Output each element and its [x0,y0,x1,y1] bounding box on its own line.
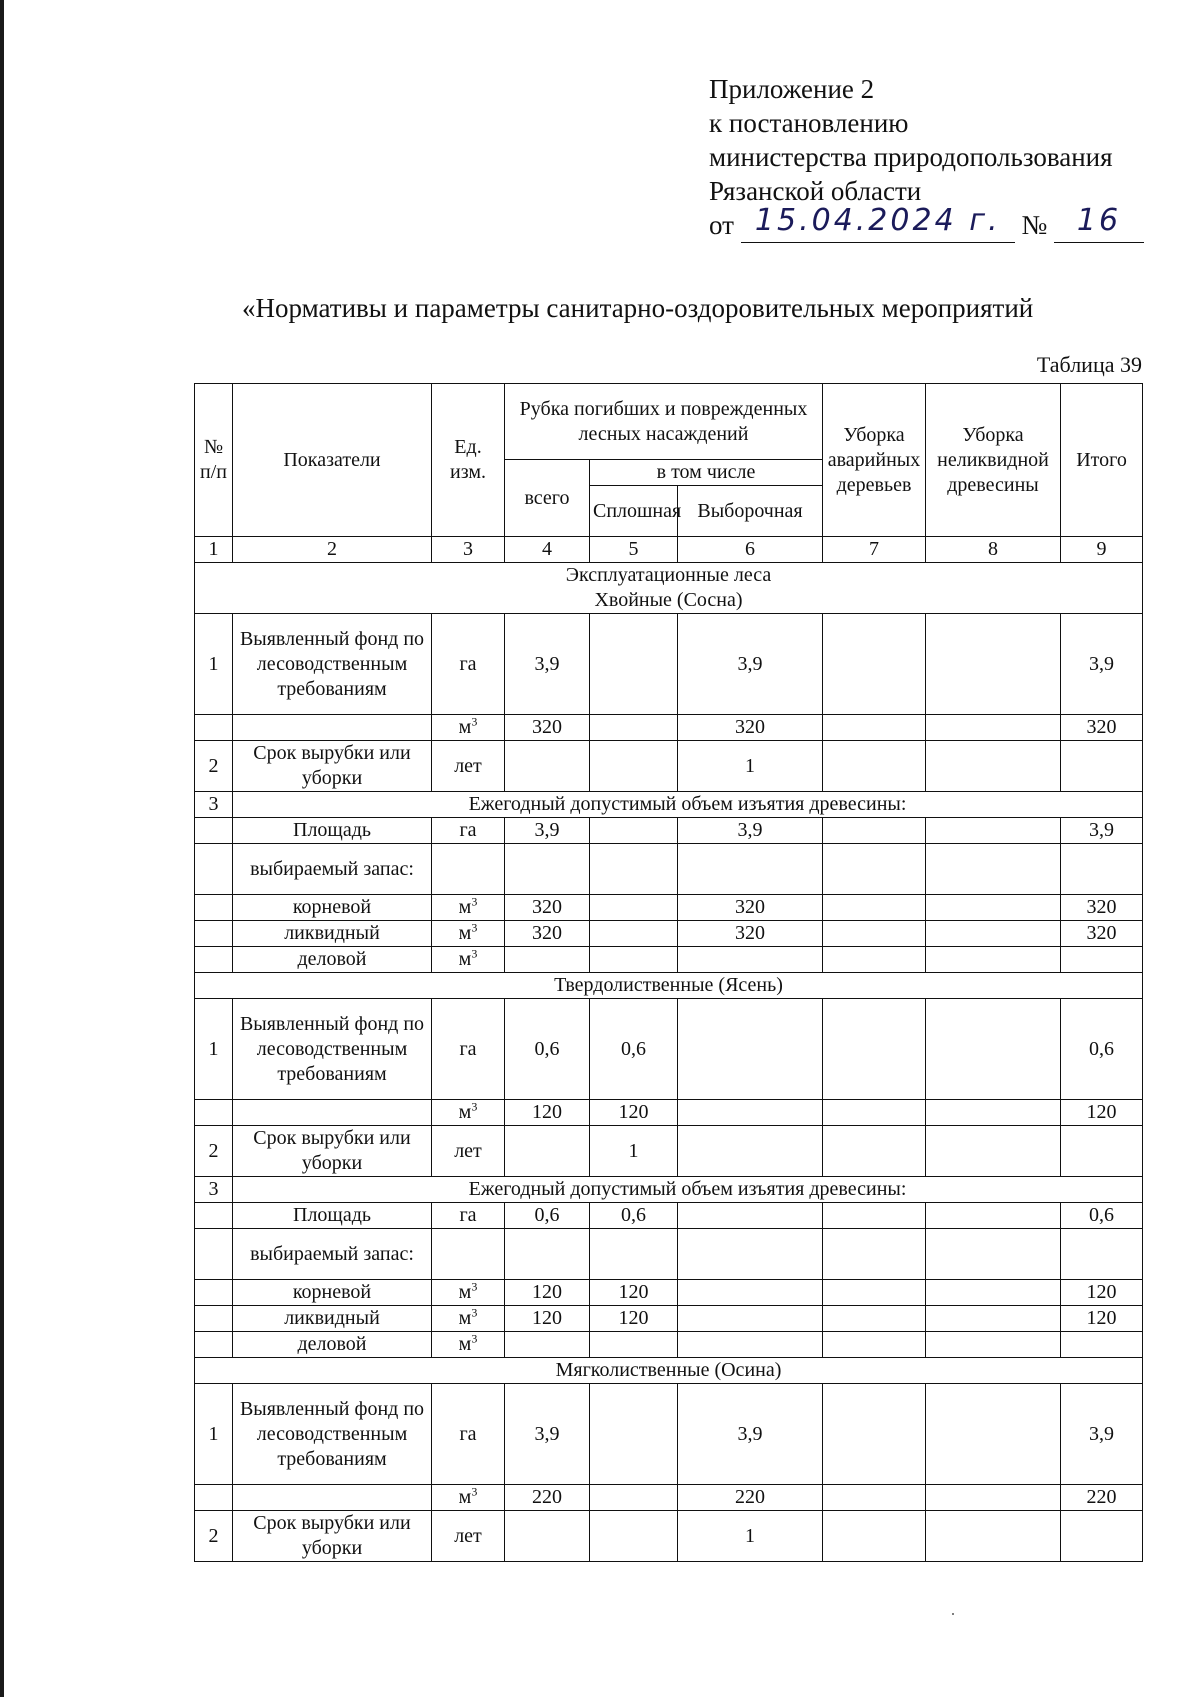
row-unit: лет [432,741,505,792]
cell-empty [823,1203,926,1229]
row-unit: лет [432,1126,505,1177]
cell-empty [505,1511,590,1562]
cell-empty [1061,1511,1143,1562]
cell-empty [195,1100,233,1126]
col-number: 7 [823,537,926,563]
table-row [195,1511,1143,1562]
cell-selective: 320 [678,895,823,921]
cell-empty [590,1384,678,1485]
cell-empty [1061,844,1143,895]
norms-table [194,383,1143,1562]
cell-empty [926,844,1061,895]
cell-empty [432,844,505,895]
col-num: № п/п [195,384,233,537]
cell-empty [233,1485,432,1511]
cell-empty [590,715,678,741]
cell-empty [590,844,678,895]
header-line: Рязанской области [709,176,922,206]
row-unit [432,921,505,947]
cell-empty [590,1485,678,1511]
cell-clear: 120 [590,1306,678,1332]
cell-empty [926,895,1061,921]
cell-sum: 320 [1061,921,1143,947]
col-including: в том числе [590,460,823,486]
header-line: к постановлению [709,108,909,138]
cell-empty [926,999,1061,1100]
table-row [195,1100,1143,1126]
cell-empty [195,715,233,741]
table-caption: Таблица 39 [1036,352,1142,377]
cell-empty [590,1229,678,1280]
table-row [195,999,1143,1100]
cell-empty [926,1280,1061,1306]
cell-empty [926,1203,1061,1229]
row-unit [432,1485,505,1511]
cell-empty [926,921,1061,947]
unit-sup: 3 [471,1331,478,1346]
unit-sup: 3 [471,1099,478,1114]
cell-total: 320 [505,921,590,947]
cell-empty [590,1332,678,1358]
table-row [195,1229,1143,1280]
col-selective: Выборочная [678,486,823,537]
table-row [195,895,1143,921]
cell-empty [1061,1229,1143,1280]
table-row [195,715,1143,741]
cell-empty [678,1203,823,1229]
cell-empty [823,1332,926,1358]
cell-clear: 1 [590,1126,678,1177]
col-windfall: Уборка аварийных деревьев [823,384,926,537]
document-title: «Нормативы и параметры санитарно-оздоровительных мероприятий [242,293,1034,323]
cell-selective: 3,9 [678,818,823,844]
cell-empty [678,1306,823,1332]
section-aspen: Мягколиственные (Осина) [195,1358,1143,1384]
cell-empty [823,1229,926,1280]
row-unit: га [432,1203,505,1229]
cell-empty [926,1511,1061,1562]
number-sign: № [1021,210,1048,240]
cell-empty [195,1332,233,1358]
cell-empty [505,844,590,895]
col-clear: Сплошная [590,486,678,537]
row-num: 2 [195,1126,233,1177]
cell-empty [823,921,926,947]
row-label: Площадь [233,818,432,844]
cell-empty [823,715,926,741]
table-row [195,1332,1143,1358]
col-felling: Рубка погибших и поврежденных лесных насаждений [505,384,823,460]
table-row [195,741,1143,792]
cell-total: 120 [505,1280,590,1306]
cell-empty [823,1280,926,1306]
cell-empty [823,1126,926,1177]
row-unit [432,947,505,973]
cell-empty [926,741,1061,792]
row-label: Площадь [233,1203,432,1229]
cell-selective: 1 [678,741,823,792]
col-illiquid: Уборка неликвидной древесины [926,384,1061,537]
cell-empty [926,1100,1061,1126]
cell-empty [505,1332,590,1358]
cell-empty [678,947,823,973]
row-label: Выявленный фонд по лесоводственным требованиям [233,614,432,715]
cell-empty [590,921,678,947]
row-num: 1 [195,1384,233,1485]
cell-empty [678,1332,823,1358]
col-number: 3 [432,537,505,563]
cell-empty [195,1280,233,1306]
cell-empty [823,741,926,792]
cell-sum: 3,9 [1061,1384,1143,1485]
cell-sum: 120 [1061,1100,1143,1126]
col-indicator: Показатели [233,384,432,537]
table-row [195,1203,1143,1229]
cell-sum: 120 [1061,1280,1143,1306]
section-exploitation: Эксплуатационные леса [565,564,772,586]
unit-sup: 3 [471,894,478,909]
section-ash: Твердолиственные (Ясень) [195,973,1143,999]
unit-m: м [458,716,472,738]
row-num: 3 [195,792,233,818]
table-row [195,1306,1143,1332]
cell-selective: 320 [678,715,823,741]
scan-speck [952,1613,954,1615]
cell-empty [823,818,926,844]
cell-empty [195,818,233,844]
cell-clear: 0,6 [590,999,678,1100]
col-unit: Ед. изм. [432,384,505,537]
row-unit: га [432,614,505,715]
col-number: 2 [233,537,432,563]
cell-empty [195,947,233,973]
cell-empty [678,999,823,1100]
unit-sup: 3 [471,1279,478,1294]
row-label: корневой [233,895,432,921]
cell-empty [590,1511,678,1562]
cell-clear: 0,6 [590,1203,678,1229]
cell-selective: 320 [678,921,823,947]
cell-empty [1061,947,1143,973]
number-field [1054,203,1144,243]
cell-empty [823,1306,926,1332]
unit-sup: 3 [471,714,478,729]
row-label: Срок вырубки или уборки [233,741,432,792]
col-number: 8 [926,537,1061,563]
row-label: ликвидный [233,1306,432,1332]
row-label: Ежегодный допустимый объем изъятия древесины: [233,1177,1143,1203]
row-label: Срок вырубки или уборки [233,1511,432,1562]
unit-m: м [458,922,472,944]
cell-empty [926,1485,1061,1511]
unit-m: м [458,1486,472,1508]
cell-empty [926,614,1061,715]
header-line: Приложение 2 [709,74,875,104]
table-row [195,1280,1143,1306]
cell-empty [926,715,1061,741]
col-number: 5 [590,537,678,563]
cell-clear: 120 [590,1100,678,1126]
cell-sum: 220 [1061,1485,1143,1511]
appendix-header [709,72,1144,243]
row-num: 2 [195,741,233,792]
cell-empty [926,1332,1061,1358]
table-row [195,1126,1143,1177]
cell-total: 320 [505,895,590,921]
cell-empty [678,1280,823,1306]
cell-empty [590,947,678,973]
cell-empty [1061,741,1143,792]
cell-empty [195,1306,233,1332]
unit-sup: 3 [471,1305,478,1320]
cell-empty [233,715,432,741]
cell-empty [823,614,926,715]
number-handwritten: 16 [1076,203,1122,238]
row-unit [432,1306,505,1332]
cell-empty [505,1126,590,1177]
cell-empty [505,741,590,792]
table-row [195,614,1143,715]
cell-total: 3,9 [505,818,590,844]
table-head-row [195,384,1143,460]
cell-empty [926,818,1061,844]
cell-total: 320 [505,715,590,741]
cell-empty [823,844,926,895]
cell-empty [1061,1332,1143,1358]
cell-empty [823,1485,926,1511]
cell-empty [233,1100,432,1126]
cell-sum: 320 [1061,895,1143,921]
row-label: выбираемый запас: [233,1229,432,1280]
cell-empty [823,1100,926,1126]
cell-selective: 1 [678,1511,823,1562]
col-total: всего [505,460,590,537]
cell-total: 120 [505,1100,590,1126]
cell-empty [823,1384,926,1485]
row-num: 3 [195,1177,233,1203]
cell-empty [590,895,678,921]
cell-empty [1061,1126,1143,1177]
cell-total: 0,6 [505,1203,590,1229]
unit-sup: 3 [471,946,478,961]
row-label: деловой [233,1332,432,1358]
cell-sum: 120 [1061,1306,1143,1332]
row-num: 2 [195,1511,233,1562]
unit-m: м [458,948,472,970]
cell-total: 120 [505,1306,590,1332]
cell-total: 3,9 [505,614,590,715]
cell-empty [195,1485,233,1511]
cell-total: 0,6 [505,999,590,1100]
row-unit: га [432,818,505,844]
row-label: корневой [233,1280,432,1306]
cell-empty [823,999,926,1100]
cell-total: 220 [505,1485,590,1511]
table-row [195,792,1143,818]
unit-m: м [458,1101,472,1123]
row-label: Срок вырубки или уборки [233,1126,432,1177]
cell-empty [678,1100,823,1126]
unit-m: м [458,896,472,918]
col-sum: Итого [1061,384,1143,537]
row-unit [432,895,505,921]
col-number: 6 [678,537,823,563]
cell-empty [505,1229,590,1280]
row-unit: га [432,999,505,1100]
section-heading [195,563,1143,614]
cell-empty [590,614,678,715]
cell-total: 3,9 [505,1384,590,1485]
row-num: 1 [195,614,233,715]
cell-sum: 0,6 [1061,1203,1143,1229]
table-row [195,818,1143,844]
table-row [195,1384,1143,1485]
cell-empty [823,1511,926,1562]
row-unit [432,1100,505,1126]
section-row [195,563,1143,614]
table-row [195,1485,1143,1511]
unit-m: м [458,1333,472,1355]
cell-sum: 3,9 [1061,818,1143,844]
section-pine: Хвойные (Сосна) [594,589,743,611]
unit-sup: 3 [471,920,478,935]
row-label: деловой [233,947,432,973]
cell-empty [926,1126,1061,1177]
cell-sum: 3,9 [1061,614,1143,715]
cell-selective: 3,9 [678,1384,823,1485]
cell-sum: 320 [1061,715,1143,741]
cell-sum: 0,6 [1061,999,1143,1100]
date-handwritten: 15.04.2024 г. [754,203,1001,238]
cell-empty [195,1203,233,1229]
header-line: министерства природопользования [709,142,1113,172]
cell-selective: 220 [678,1485,823,1511]
table-row [195,947,1143,973]
row-label: выбираемый запас: [233,844,432,895]
cell-empty [195,1229,233,1280]
unit-m: м [458,1281,472,1303]
row-label: Ежегодный допустимый объем изъятия древесины: [233,792,1143,818]
cell-empty [926,1306,1061,1332]
cell-empty [432,1229,505,1280]
col-number: 4 [505,537,590,563]
table-row [195,921,1143,947]
cell-empty [823,947,926,973]
cell-empty [590,741,678,792]
section-row [195,973,1143,999]
row-unit [432,1280,505,1306]
row-label: ликвидный [233,921,432,947]
cell-empty [823,895,926,921]
cell-empty [926,947,1061,973]
scan-edge [0,0,4,1697]
section-row [195,1358,1143,1384]
row-unit: га [432,1384,505,1485]
cell-empty [195,895,233,921]
unit-sup: 3 [471,1484,478,1499]
row-label: Выявленный фонд по лесоводственным требованиям [233,999,432,1100]
cell-empty [590,818,678,844]
row-unit [432,1332,505,1358]
cell-empty [195,921,233,947]
cell-empty [678,844,823,895]
row-unit: лет [432,1511,505,1562]
table-row [195,1177,1143,1203]
col-number: 1 [195,537,233,563]
cell-selective: 3,9 [678,614,823,715]
cell-empty [678,1126,823,1177]
cell-clear: 120 [590,1280,678,1306]
cell-empty [195,844,233,895]
table-row [195,844,1143,895]
unit-m: м [458,1307,472,1329]
row-num: 1 [195,999,233,1100]
column-number-row [195,537,1143,563]
cell-empty [505,947,590,973]
cell-empty [678,1229,823,1280]
row-label: Выявленный фонд по лесоводственным требованиям [233,1384,432,1485]
col-number: 9 [1061,537,1143,563]
date-prefix: от [709,210,734,240]
date-field [741,203,1015,243]
row-unit [432,715,505,741]
cell-empty [926,1229,1061,1280]
header-date-line [709,203,1144,243]
cell-empty [926,1384,1061,1485]
